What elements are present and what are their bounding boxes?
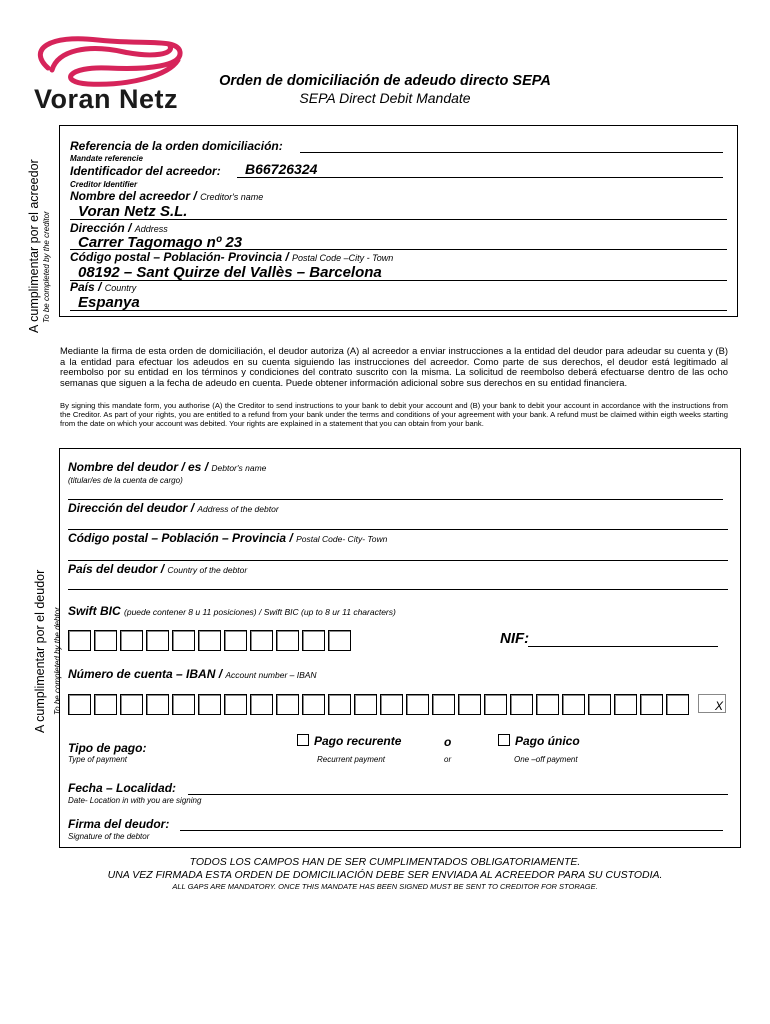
iban-cell[interactable] (94, 694, 117, 715)
debtor-country-label: País del deudor / Country of the debtor (68, 562, 248, 576)
iban-cell[interactable] (640, 694, 663, 715)
oneoff-payment-label: Pago único (515, 734, 580, 748)
debtor-side-label: A cumplimentar por el deudor (33, 569, 47, 733)
swift-cell[interactable] (94, 630, 117, 651)
iban-cell[interactable] (406, 694, 429, 715)
iban-cell[interactable] (224, 694, 247, 715)
iban-cell[interactable] (354, 694, 377, 715)
swift-cell[interactable] (172, 630, 195, 651)
swift-cell[interactable] (224, 630, 247, 651)
debtor-address-field[interactable] (68, 529, 728, 530)
swift-cell[interactable] (120, 630, 143, 651)
iban-cell[interactable] (276, 694, 299, 715)
creditor-name-value: Voran Netz S.L. (78, 203, 188, 220)
creditor-country-label: País / Country (70, 280, 137, 294)
creditor-postal-field (70, 280, 727, 281)
recurrent-payment-checkbox[interactable] (297, 734, 309, 746)
creditor-name-field (70, 219, 727, 220)
iban-cell[interactable] (432, 694, 455, 715)
creditor-address-label: Dirección / Address (70, 221, 168, 235)
date-location-sublabel: Date- Location in with you are signing (68, 796, 202, 805)
debtor-name-sublabel: (titular/es de la cuenta de cargo) (68, 476, 183, 485)
brand-logo-swirl (28, 30, 188, 88)
creditor-postal-value: 08192 – Sant Quirze del Vallès – Barcelona (78, 264, 382, 281)
nif-field[interactable] (528, 646, 718, 647)
iban-cell[interactable] (614, 694, 637, 715)
legal-text-es: Mediante la firma de esta orden de domiciliación, el deudor autoriza (A) al acreedor a enviar instrucciones a la entidad del deudor para adeudar su cuenta y (B) a la entidad para efectuar los adeudos en su cuenta siguiendo las instrucciones del acreedor. Como parte de sus derechos, el deudor está legitimado al reembolso por su entidad en los términos y condiciones del contrato suscrito con la misma. La solicitud de reembolso deberá efectuarse dentro de las ocho semanas que siguen a la fecha de adeudo en cuenta. Puede obtener información adicional sobre sus derechos en su entidad financiera. (60, 345, 728, 388)
mandate-reference-label: Referencia de la orden domiciliación: (70, 139, 283, 153)
mandate-reference-sublabel: Mandate referencie (70, 154, 143, 163)
creditor-country-field (70, 310, 727, 311)
oneoff-payment-checkbox[interactable] (498, 734, 510, 746)
signature-field[interactable] (180, 830, 723, 831)
swift-cell[interactable] (198, 630, 221, 651)
creditor-id-label: Identificador del acreedor: (70, 164, 221, 178)
iban-cell[interactable] (302, 694, 325, 715)
creditor-country-value: Espanya (78, 294, 140, 311)
legal-text-en: By signing this mandate form, you authorise (A) the Creditor to send instructions to your bank to debit your account and (B) your bank to debit your account in accordance with the instructions from the Creditor. As part of your rights, you are entitled to a refund from your bank under the terms and conditions of your agreement with your bank. A refund must be claimed within eigth weeks starting from the date on which your account was debited. Your rights are explained in a statement that you can obtain from your bank. (60, 401, 728, 429)
debtor-postal-field[interactable] (68, 560, 728, 561)
swift-cell[interactable] (250, 630, 273, 651)
iban-cell[interactable] (562, 694, 585, 715)
iban-last-mark: X (714, 699, 723, 713)
nif-label: NIF: (500, 630, 530, 647)
iban-cell[interactable] (484, 694, 507, 715)
creditor-id-sublabel: Creditor Identifier (70, 180, 138, 189)
or-sublabel: or (444, 755, 452, 764)
date-location-label: Fecha – Localidad: (68, 781, 177, 795)
brand-logo-text: Voran Netz (34, 84, 179, 114)
creditor-side-label: A cumplimentar por el acreedor (27, 159, 41, 333)
iban-cell[interactable] (68, 694, 91, 715)
iban-cell[interactable] (250, 694, 273, 715)
recurrent-payment-sublabel: Recurrent payment (317, 755, 386, 764)
iban-cell[interactable] (328, 694, 351, 715)
signature-sublabel: Signature of the debtor (68, 832, 150, 841)
creditor-id-value: B66726324 (245, 161, 318, 177)
mandate-reference-field[interactable] (300, 152, 723, 153)
creditor-postal-label: Código postal – Población- Provincia / Postal Code –City - Town (70, 250, 394, 264)
debtor-postal-label: Código postal – Población – Provincia / Postal Code- City- Town (68, 531, 388, 545)
debtor-name-field[interactable] (68, 499, 723, 500)
swift-cell[interactable] (328, 630, 351, 651)
iban-cell[interactable] (120, 694, 143, 715)
iban-input[interactable] (68, 694, 730, 715)
page-subtitle: SEPA Direct Debit Mandate (299, 90, 471, 106)
signature-label: Firma del deudor: (68, 817, 170, 831)
date-location-field[interactable] (188, 794, 728, 795)
footer-line-3: ALL GAPS ARE MANDATORY. ONCE THIS MANDATE HAS BEEN SIGNED MUST BE SENT TO CREDITOR FOR STORAGE. (172, 882, 598, 891)
swift-cell[interactable] (146, 630, 169, 651)
debtor-side-sublabel: To be completed by the debtor (53, 607, 62, 715)
creditor-side-sublabel: To be completed by the creditor (42, 211, 51, 323)
iban-cell[interactable] (536, 694, 559, 715)
iban-label: Número de cuenta – IBAN / Account number – IBAN (68, 667, 317, 681)
iban-cell[interactable] (666, 694, 689, 715)
iban-cell[interactable] (510, 694, 533, 715)
iban-cell[interactable] (172, 694, 195, 715)
iban-cell[interactable] (458, 694, 481, 715)
debtor-name-label: Nombre del deudor / es / Debtor's name (68, 460, 267, 474)
iban-cell[interactable] (146, 694, 169, 715)
swift-cell[interactable] (68, 630, 91, 651)
debtor-address-label: Dirección del deudor / Address of the debtor (68, 501, 279, 515)
oneoff-payment-option[interactable] (498, 734, 580, 748)
swift-bic-input[interactable] (68, 630, 358, 651)
debtor-country-field[interactable] (68, 589, 728, 590)
payment-type-sublabel: Type of payment (68, 755, 127, 764)
footer-line-1: TODOS LOS CAMPOS HAN DE SER CUMPLIMENTADOS OBLIGATORIAMENTE. (189, 856, 581, 868)
swift-cell[interactable] (302, 630, 325, 651)
creditor-id-field (237, 177, 723, 178)
creditor-address-value: Carrer Tagomago nº 23 (78, 234, 243, 251)
iban-cell[interactable] (198, 694, 221, 715)
iban-cell[interactable] (380, 694, 403, 715)
recurrent-payment-option[interactable] (297, 734, 401, 748)
oneoff-payment-sublabel: One –off payment (514, 755, 578, 764)
iban-cell[interactable] (588, 694, 611, 715)
iban-cell-last[interactable] (698, 694, 726, 713)
swift-label: Swift BIC (puede contener 8 u 11 posiciones) / Swift BIC (up to 8 ur 11 characters) (68, 604, 396, 618)
recurrent-payment-label: Pago recurente (314, 734, 402, 748)
or-label: o (444, 735, 452, 749)
creditor-name-label: Nombre del acreedor / Creditor's name (70, 189, 264, 203)
swift-cell[interactable] (276, 630, 299, 651)
footer-line-2: UNA VEZ FIRMADA ESTA ORDEN DE DOMICILIACIÓN DEBE SER ENVIADA AL ACREEDOR PARA SU CUSTODIA. (107, 869, 663, 881)
page-title: Orden de domiciliación de adeudo directo SEPA (219, 73, 551, 89)
payment-type-label: Tipo de pago: (68, 741, 147, 755)
